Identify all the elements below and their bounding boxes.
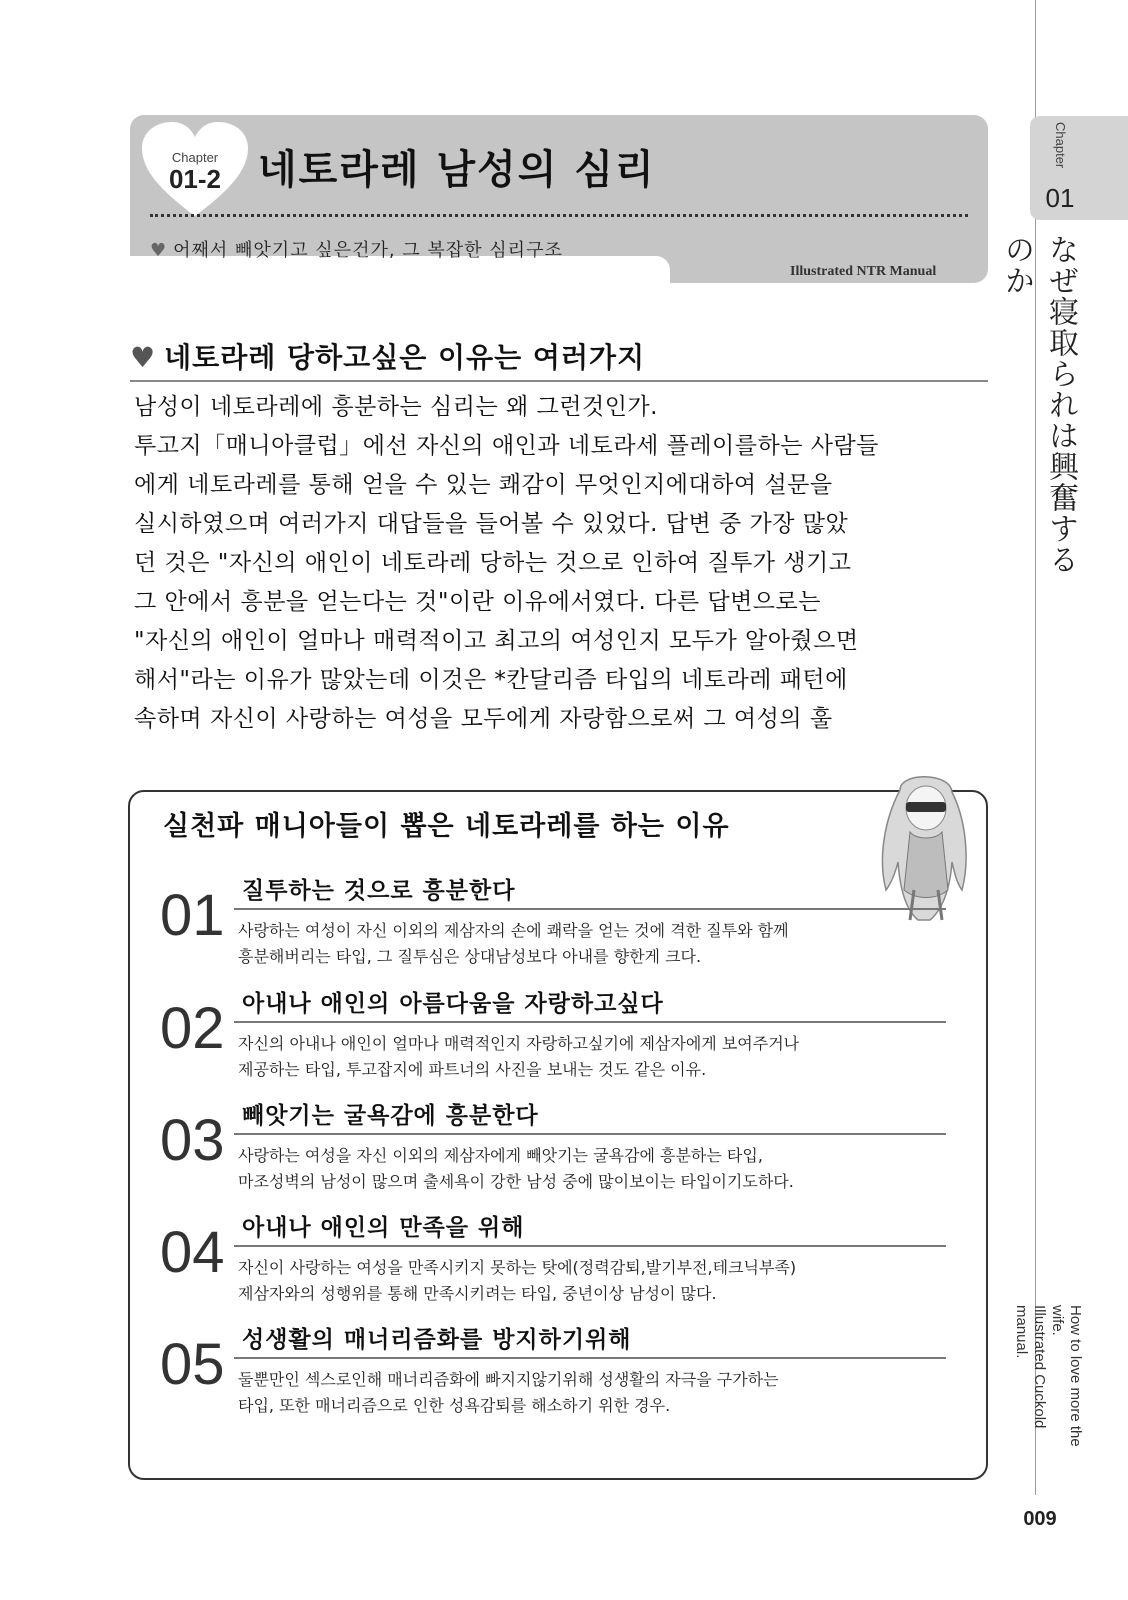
body-line: 에게 네토라레를 통해 얻을 수 있는 쾌감이 무엇인지에대하여 설문을 xyxy=(134,472,833,498)
reason-rule xyxy=(234,1245,946,1247)
body-line: 그 안에서 흥분을 얻는다는 것"이란 이유에서였다. 다른 답변으로는 xyxy=(134,589,821,615)
reason-title: 질투하는 것으로 흥분한다 xyxy=(242,878,516,904)
heart-chapter-label: Chapter xyxy=(171,150,219,165)
reasons-title: 실천파 매니아들이 뽑은 네토라레를 하는 이유 xyxy=(163,811,730,842)
page-number: 009 xyxy=(1023,1508,1057,1530)
reason-number: 02 xyxy=(160,996,225,1061)
reason-item xyxy=(160,1097,980,1207)
side-footer-line2: Illustrated Cuckold manual. xyxy=(1013,1305,1048,1429)
reason-title: 아내나 애인의 만족을 위해 xyxy=(242,1215,525,1241)
reason-description-line: 제삼자와의 성행위를 통해 만족시키려는 타입, 중년이상 남성이 많다. xyxy=(238,1284,717,1303)
body-line: 해서"라는 이유가 많았는데 이것은 *칸달리즘 타입의 네토라레 패턴에 xyxy=(134,667,848,693)
body-line: 던 것은 "자신의 애인이 네토라레 당하는 것으로 인하여 질투가 생기고 xyxy=(134,550,852,576)
side-footer-line1: How to love more the wife. xyxy=(1049,1305,1084,1447)
reason-rule xyxy=(234,1357,946,1359)
body-line: "자신의 애인이 얼마나 매력적이고 최고의 여성인지 모두가 알아줬으면 xyxy=(134,628,859,654)
reason-item xyxy=(160,872,980,982)
reason-number: 01 xyxy=(160,883,225,948)
body-line: 속하며 자신이 사랑하는 여성을 모두에게 자랑함으로써 그 여성의 훌 xyxy=(134,706,833,732)
heart-bullet-icon: ♥ xyxy=(150,240,168,261)
side-chapter-number: 01 xyxy=(1045,183,1075,213)
side-chapter-title: なぜ寝取られは興奮するのか xyxy=(999,234,1078,575)
reason-title: 성생활의 매너리즘화를 방지하기위해 xyxy=(242,1327,632,1353)
reason-item xyxy=(160,985,980,1095)
reason-description-line: 사랑하는 여성이 자신 이외의 제삼자의 손에 쾌락을 얻는 것에 격한 질투와 함께 xyxy=(238,921,789,940)
reason-description-line: 자신의 아내나 애인이 얼마나 매력적인지 자랑하고싶기에 제삼자에게 보여주거나 xyxy=(238,1034,800,1053)
reason-description-line: 둘뿐만인 섹스로인해 매너리즘화에 빠지지않기위해 성생활의 자극을 구가하는 xyxy=(238,1370,779,1389)
section-heading xyxy=(130,336,645,376)
chapter-subtitle xyxy=(150,236,563,262)
side-footer xyxy=(1013,1305,1084,1475)
reason-description xyxy=(238,1255,958,1307)
dotted-divider xyxy=(150,214,968,217)
reason-title: 아내나 애인의 아름다움을 자랑하고싶다 xyxy=(242,991,664,1017)
reason-number: 05 xyxy=(160,1332,225,1397)
chapter-title: 네토라레 남성의 심리 xyxy=(258,147,656,193)
body-line: 실시하였으며 여러가지 대답들을 들어볼 수 있었다. 답변 중 가장 많았 xyxy=(134,511,849,537)
chapter-subtitle-text: 어째서 빼앗기고 싶은건가, 그 복잡한 심리구조 xyxy=(173,240,563,261)
margin-rule xyxy=(1035,0,1036,1495)
reason-description xyxy=(238,918,958,970)
section-rule xyxy=(130,380,988,382)
reason-rule xyxy=(234,908,946,910)
manual-label: Illustrated NTR Manual xyxy=(790,264,937,279)
section-heading-text: 네토라레 당하고싶은 이유는 여러가지 xyxy=(164,341,646,374)
reason-item xyxy=(160,1321,980,1431)
reason-rule xyxy=(234,1021,946,1023)
reason-description-line: 자신이 사랑하는 여성을 만족시키지 못하는 탓에(정력감퇴,발기부전,테크닉부족) xyxy=(238,1258,797,1277)
body-line: 남성이 네토라레에 흥분하는 심리는 왜 그런것인가. xyxy=(134,394,658,420)
reason-description-line: 사랑하는 여성을 자신 이외의 제삼자에게 빼앗기는 굴욕감에 흥분하는 타입, xyxy=(238,1146,763,1165)
reason-title: 빼앗기는 굴욕감에 흥분한다 xyxy=(242,1103,539,1129)
reason-description-line: 흥분해버리는 타입, 그 질투심은 상대남성보다 아내를 향한게 크다. xyxy=(238,947,702,966)
side-chapter-label: Chapter xyxy=(1053,122,1068,169)
reason-description-line: 제공하는 타입, 투고잡지에 파트너의 사진을 보내는 것도 같은 이유. xyxy=(238,1060,707,1079)
heart-bullet-icon: ♥ xyxy=(130,341,157,374)
reason-item xyxy=(160,1209,980,1319)
reason-description-line: 마조성벽의 남성이 많으며 출세욕이 강한 남성 중에 많이보이는 타입이기도하다. xyxy=(238,1172,794,1191)
reason-description xyxy=(238,1367,958,1419)
reason-description xyxy=(238,1031,958,1083)
reason-description-line: 타입, 또한 매너리즘으로 인한 성욕감퇴를 해소하기 위한 경우. xyxy=(238,1396,671,1415)
reason-number: 03 xyxy=(160,1108,225,1173)
reason-rule xyxy=(234,1133,946,1135)
body-line: 투고지「매니아클럽」에선 자신의 애인과 네토라세 플레이를하는 사람들 xyxy=(134,433,879,459)
body-text xyxy=(134,388,984,739)
reason-description xyxy=(238,1143,958,1195)
heart-chapter-number: 01-2 xyxy=(168,164,222,194)
reason-number: 04 xyxy=(160,1220,225,1285)
